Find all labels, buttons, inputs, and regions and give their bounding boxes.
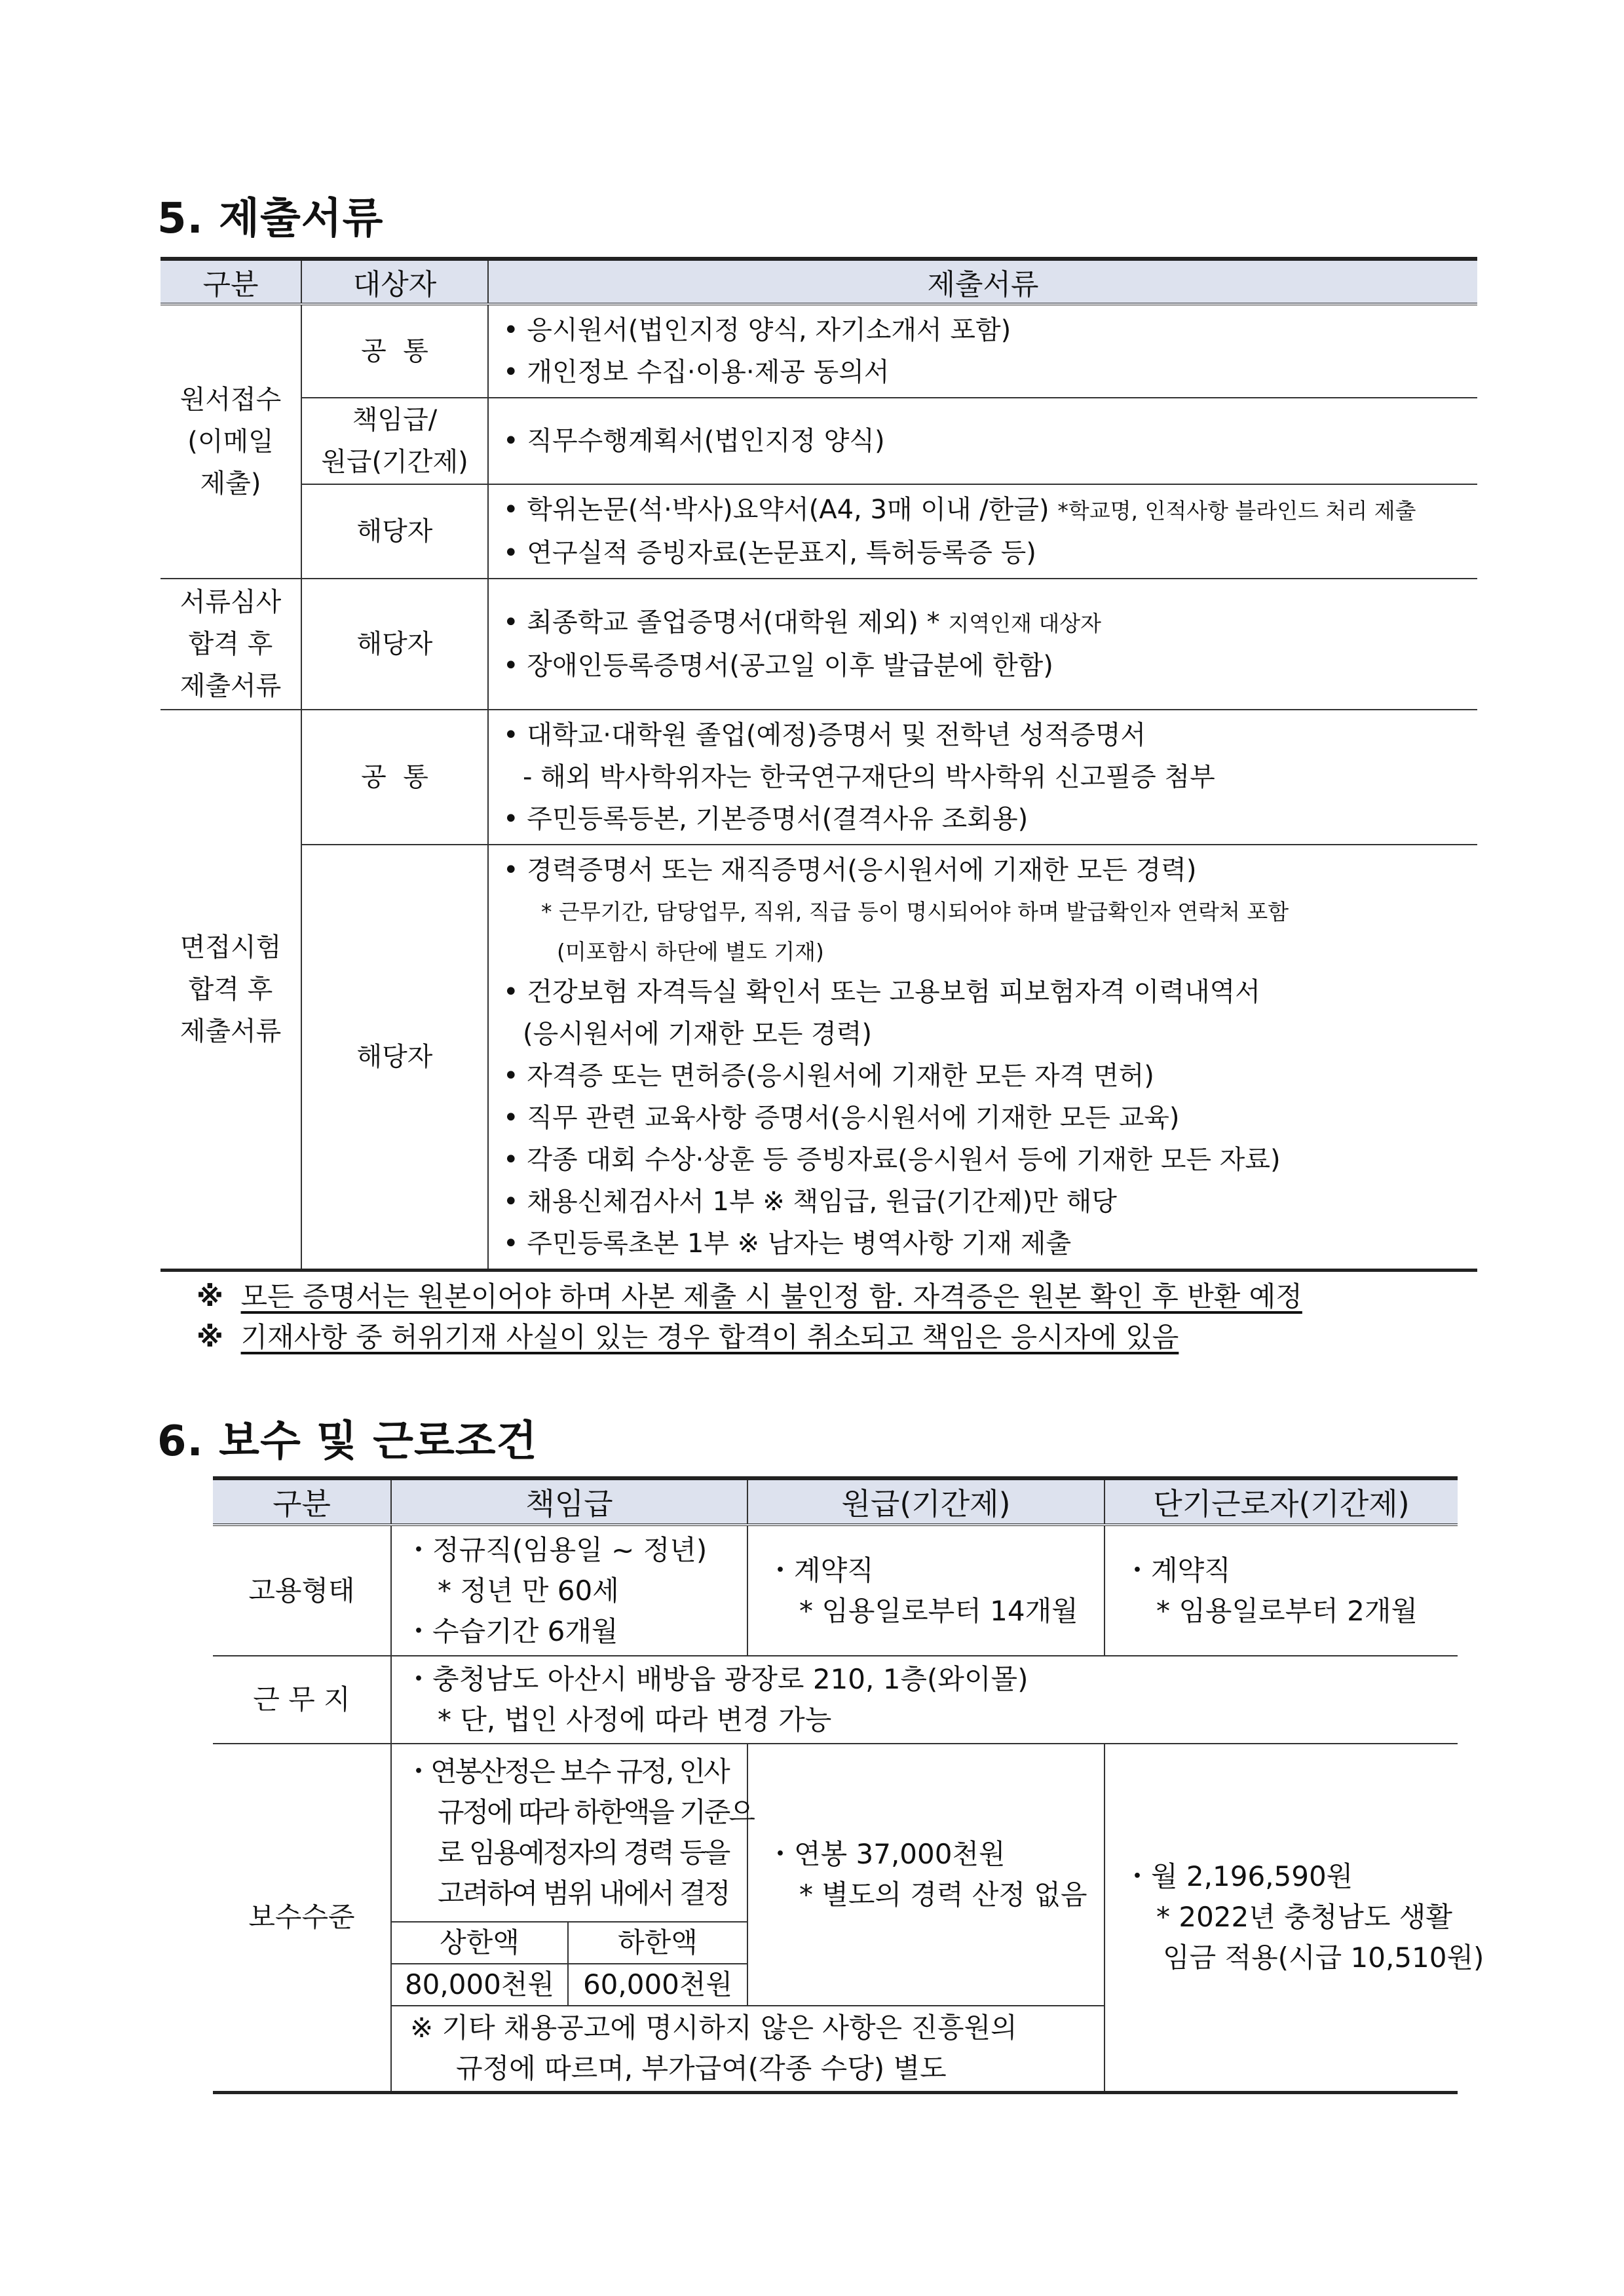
salary-senior-description: ・연봉산정은 보수 규정, 인사 규정에 따라 하한액을 기준으 로 임용예정자의 경력 등을 고려하여 범위 내에서 결정 bbox=[391, 1744, 747, 1922]
header-short-term: 단기근로자(기간제) bbox=[1105, 1478, 1458, 1525]
target-applicable: 해당자 bbox=[301, 579, 488, 710]
documents-cell: • 학위논문(석·박사)요약서(A4, 3매 이내 /한글) *학교명, 인적사항 블라인드 처리 제출 • 연구실적 증빙자료(논문표지, 특허등록증 등) bbox=[488, 484, 1477, 579]
table-header-row bbox=[161, 259, 1477, 304]
header-documents: 제출서류 bbox=[488, 259, 1477, 304]
table-row bbox=[161, 710, 1477, 845]
section-5-title: 5. 제출서류 bbox=[157, 195, 384, 243]
target-common: 공 통 bbox=[301, 304, 488, 398]
table-row-workplace bbox=[213, 1656, 1458, 1744]
documents-cell: • 응시원서(법인지정 양식, 자기소개서 포함) • 개인정보 수집·이용·제공 동의서 bbox=[488, 304, 1477, 398]
section-6-title: 6. 보수 및 근로조건 bbox=[157, 1417, 538, 1466]
header-category: 구분 bbox=[161, 259, 301, 304]
salary-upper-value: 80,000천원 bbox=[391, 1964, 568, 2006]
salary-junior: ・연봉 37,000천원 * 별도의 경력 산정 없음 bbox=[747, 1744, 1105, 2006]
employment-type-label: 고용형태 bbox=[213, 1525, 391, 1656]
table-row-salary bbox=[213, 1744, 1458, 1922]
employment-short-term: ・계약직 * 임용일로부터 2개월 bbox=[1105, 1525, 1458, 1656]
documents-cell: • 최종학교 졸업증명서(대학원 제외) * 지역인재 대상자 • 장애인등록증명서(공고일 이후 발급분에 한함) bbox=[488, 579, 1477, 710]
documents-cell: • 경력증명서 또는 재직증명서(응시원서에 기재한 모든 경력) * 근무기간, 담당업무, 직위, 직급 등이 명시되어야 하며 발급확인자 연락처 포함 (미포함시 하단에 별도 기재) • 건강보험 자격득실 확인서 또는 고용보험 피보험자격 이력내역서 (응시원서에 기재한 모든 경력) • 자격증 또는 면허증(응시원서에 기재한 모든 자격 면허) • 직무 관련 교육사항 증명서(응시원서에 기재한 모든 교육) • 각종 대회 수상·상훈 등 증빙자료(응시원서 등에 기재한 모든 자료) • 채용신체검사서 1부 ※ 책임급, 원급(기간제)만 해당 • 주민등록초본 1부 ※ 남자는 병역사항 기재 제출 bbox=[488, 845, 1477, 1271]
salary-lower-value: 60,000천원 bbox=[568, 1964, 747, 2006]
submission-documents-table bbox=[161, 257, 1477, 1272]
salary-upper-label: 상한액 bbox=[391, 1922, 568, 1964]
header-target: 대상자 bbox=[301, 259, 488, 304]
target-senior-junior: 책임급/ 원급(기간제) bbox=[301, 398, 488, 484]
header-category: 구분 bbox=[213, 1478, 391, 1525]
workplace-label: 근 무 지 bbox=[213, 1656, 391, 1744]
salary-lower-label: 하한액 bbox=[568, 1922, 747, 1964]
table-header-row bbox=[213, 1478, 1458, 1525]
salary-label: 보수수준 bbox=[213, 1744, 391, 2092]
header-senior: 책임급 bbox=[391, 1478, 747, 1525]
table-row bbox=[161, 398, 1477, 484]
compensation-table bbox=[213, 1476, 1484, 2094]
header-junior: 원급(기간제) bbox=[747, 1478, 1105, 1525]
target-applicable: 해당자 bbox=[301, 484, 488, 579]
category-application: 원서접수 (이메일 제출) bbox=[161, 304, 301, 579]
table-row bbox=[161, 304, 1477, 398]
table-row bbox=[161, 579, 1477, 710]
table-row-employment bbox=[213, 1525, 1458, 1656]
employment-junior: ・계약직 * 임용일로부터 14개월 bbox=[747, 1525, 1105, 1656]
documents-cell: • 직무수행계획서(법인지정 양식) bbox=[488, 398, 1477, 484]
table-row bbox=[161, 845, 1477, 1271]
workplace-value: ・충청남도 아산시 배방읍 광장로 210, 1층(와이몰) * 단, 법인 사정에 따라 변경 가능 bbox=[391, 1656, 1458, 1744]
target-common: 공 통 bbox=[301, 710, 488, 845]
documents-cell: • 대학교·대학원 졸업(예정)증명서 및 전학년 성적증명서 - 해외 박사학위자는 한국연구재단의 박사학위 신고필증 첨부 • 주민등록등본, 기본증명서(결격사유 조회용) bbox=[488, 710, 1477, 845]
salary-etc-note: ※ 기타 채용공고에 명시하지 않은 사항은 진흥원의 규정에 따르며, 부가급여(각종 수당) 별도 bbox=[391, 2006, 1105, 2092]
note-false-statement: ※ 기재사항 중 허위기재 사실이 있는 경우 합격이 취소되고 책임은 응시자에 있음 bbox=[197, 1321, 1179, 1353]
note-original-documents: ※ 모든 증명서는 원본이어야 하며 사본 제출 시 불인정 함. 자격증은 원본 확인 후 반환 예정 bbox=[197, 1280, 1302, 1312]
employment-senior: ・정규직(임용일 ~ 정년) * 정년 만 60세 ・수습기간 6개월 bbox=[391, 1525, 747, 1656]
salary-short-term: ・월 2,196,590원 * 2022년 충청남도 생활 임금 적용(시급 10,510원) bbox=[1105, 1744, 1458, 2092]
target-applicable: 해당자 bbox=[301, 845, 488, 1271]
category-interview: 면접시험 합격 후 제출서류 bbox=[161, 710, 301, 1271]
table-row bbox=[161, 484, 1477, 579]
category-document-screening: 서류심사 합격 후 제출서류 bbox=[161, 579, 301, 710]
